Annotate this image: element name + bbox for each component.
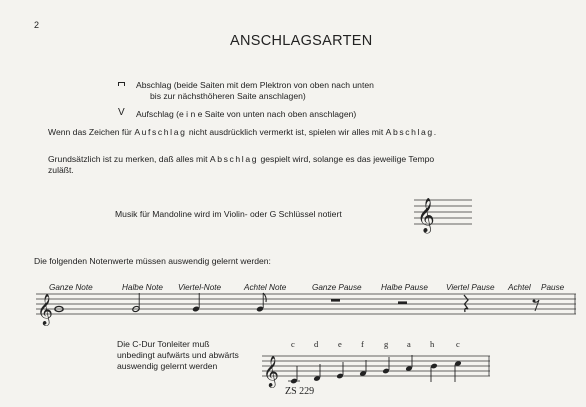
up-stroke-label: Aufschlag (e i n e Saite von unten nach oben anschlagen) [136, 109, 357, 119]
scale-note-d [313, 364, 321, 382]
paragraph-aufschlag [48, 127, 438, 138]
scale-letter-g: g [384, 339, 389, 349]
down-bow-icon [118, 82, 125, 86]
scale-text-line-2: unbedingt aufwärts und abwärts [117, 350, 239, 360]
label-halbe-pause: Halbe Pause [381, 283, 428, 292]
footer-code: ZS 229 [285, 386, 315, 397]
scale-staff [262, 352, 490, 386]
whole-rest-symbol [331, 299, 340, 302]
treble-clef-icon: 𝄞 [417, 198, 435, 233]
scale-letter-f: f [361, 339, 364, 349]
clef-staff [414, 196, 472, 233]
quarter-note-symbol [192, 293, 200, 312]
label-viertel-pause: Viertel Pause [446, 283, 495, 292]
half-rest-symbol [398, 301, 407, 304]
scale-letter-c-high: c [456, 339, 460, 349]
paragraph-grundsaetzlich-line-2: zuläßt. [48, 165, 74, 175]
note-values-intro: Die folgenden Notenwerte müssen auswendig gelernt werden: [34, 256, 271, 266]
paragraph-2-text-a: Grundsätzlich ist zu merken, daß alles mit [48, 154, 208, 164]
label-pause: Pause [541, 283, 565, 292]
page-number: 2 [34, 20, 40, 30]
half-note-symbol [132, 293, 140, 312]
paragraph-2-text-b: gespielt wird, solange es das jeweilige Tempo [260, 154, 435, 164]
label-ganze-note: Ganze Note [49, 283, 93, 292]
scale-note-f [359, 360, 367, 377]
treble-clef-icon: 𝄞 [263, 356, 279, 387]
label-ganze-pause: Ganze Pause [312, 283, 362, 292]
down-stroke-line-1: Abschlag (beide Saiten mit dem Plektron von oben nach unten [136, 80, 374, 90]
clef-sentence: Musik für Mandoline wird im Violin- oder G Schlüssel notiert [115, 209, 342, 219]
scale-text-line-3: auswendig gelernt werden [117, 361, 218, 371]
scale-note-h [430, 363, 438, 382]
down-stroke-line-2: bis zur nächsthöheren Saite anschlagen) [150, 91, 306, 101]
eighth-note-symbol [256, 293, 266, 312]
paragraph-2-word-abschlag: Abschlag [209, 154, 259, 164]
staff-lines [36, 294, 576, 314]
scale-letter-a: a [407, 339, 411, 349]
scale-note-c [288, 366, 300, 384]
scale-note-a [405, 355, 413, 372]
paragraph-grundsaetzlich-line-1 [48, 154, 434, 165]
scale-letter-e: e [338, 339, 342, 349]
page-title: ANSCHLAGSARTEN [230, 33, 373, 49]
paragraph-1-word-aufschlag: Aufschlag [134, 127, 187, 137]
scale-letter-h: h [430, 339, 435, 349]
up-bow-icon: V [118, 107, 125, 118]
quarter-rest-symbol [464, 295, 468, 312]
label-halbe-note: Halbe Note [122, 283, 163, 292]
note-values-staff [36, 292, 576, 325]
label-viertel-note: Viertel-Note [178, 283, 222, 292]
label-achtel: Achtel [508, 283, 531, 292]
scale-text-line-1: Die C-Dur Tonleiter muß [117, 339, 210, 349]
paragraph-1-text-a: Wenn das Zeichen für [48, 127, 132, 137]
treble-clef-icon: 𝄞 [37, 294, 53, 325]
label-achtel-note: Achtel Note [244, 283, 287, 292]
scale-letter-d: d [314, 339, 319, 349]
scale-letter-c: c [291, 339, 295, 349]
paragraph-1-word-abschlag: Abschlag. [385, 127, 438, 137]
paragraph-1-text-b: nicht ausdrücklich vermerkt ist, spielen wir alles mit [188, 127, 384, 137]
